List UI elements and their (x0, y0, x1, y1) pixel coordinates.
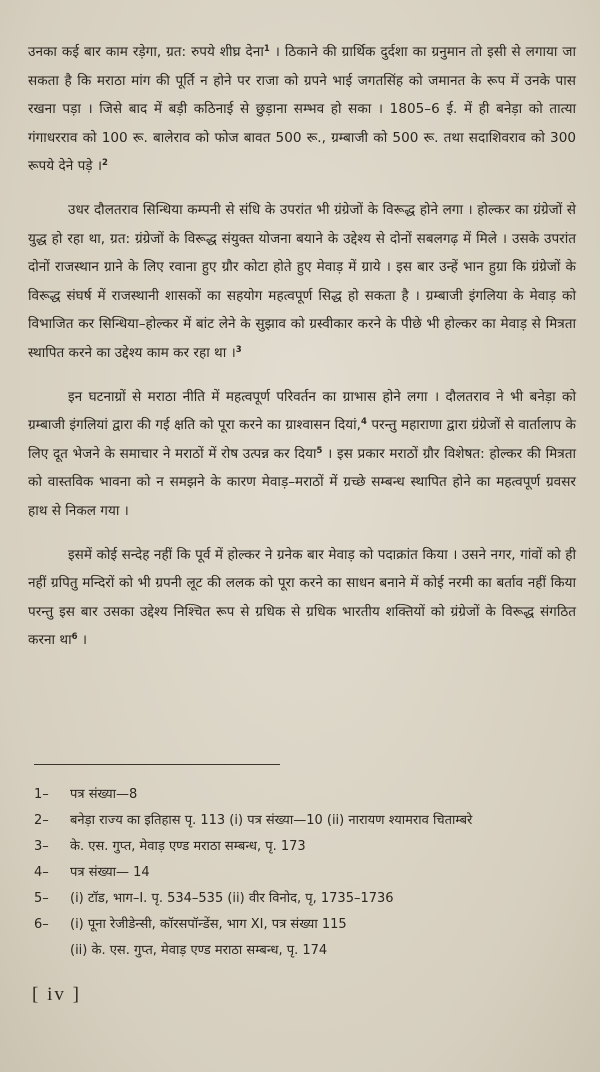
footnotes (34, 784, 574, 966)
footnote-ref-5: 5 (316, 445, 323, 456)
footnote-item: 5– (i) टॉड, भाग–I. पृ. 534–535 (ii) वीर विनोद, पृ, 1735–1736 (34, 891, 394, 906)
paragraph-4: इसमें कोई सन्देह नहीं कि पूर्व में होल्कर ने ग्रनेक बार मेवाड़ को पदाक्रांत किया । उसने नगर, गांवों को ही नहीं ग्रपितु मन्दिरों को भी ग्रपनी लूट की ललक को पूरा करने का साधन बनाने में कोई नरमी का बर्ताव नहीं किया परन्तु इस बार उसका उद्देश्य निश्चित रूप से ग्रधिक से ग्रधिक भारतीय शक्तियों को ग्रंग्रेजों के विरूद्ध संगठित करना था$^6$ । (28, 546, 576, 649)
footnote-ref-2: 2 (102, 158, 108, 169)
paragraph-3: इन घटनाग्रों से मराठा नीति में महत्वपूर्ण परिवर्तन का ग्राभास होने लगा । दौलतराव ने भी बनेड़ा को ग्रम्बाजी इंगलियां द्वारा की गई क्षति को पूरा करने का ग्राश्वासन दियां,$^4$ परन्तु महाराणा द्वारा ग्रंग्रेजों से वार्तालाप के लिए दूत भेजने के समाचार ने मराठों में रोष उत्पन्न कर दिया$^5$ । इस प्रकार मराठों ग्रौर विशेषत: होल्कर की मित्रता को वास्तविक भावना को न समझने के कारण मेवाड़–मराठों में ग्रच्छे सम्बन्ध स्थापित होने का महत्वपूर्ण ग्रवसर हाथ से निकल गया । (28, 388, 576, 519)
paragraph-2: उधर दौलतराव सिन्धिया कम्पनी से संधि के उपरांत भी ग्रंग्रेजों के विरूद्ध होने लगा । होल्कर का ग्रंग्रेजों से युद्ध हो रहा था, ग्रत: ग्रंग्रेजों के विरूद्ध संयुक्त योजना बयाने के उद्देश्य से दोनों सबलगढ़ में मिले । उसके उपरांत दोनों राजस्थान ग्राने के लिए रवाना हुए ग्रौर कोटा होते हुए मेवाड़ में ग्राये । इस बार उन्हें भान हुग्रा कि ग्रंग्रेजों के विरूद्ध संघर्ष में राजस्थानी शासकों का सहयोग महत्वपूर्ण सिद्ध हो सकता है । ग्रम्बाजी इंगलिया के मेवाड़ को विभाजित कर सिन्धिया–होल्कर में बांट लेने के सुझाव को ग्रस्वीकार करने के पीछे भी होल्कर का मेवाड़ से मित्रता स्थापित करने का उद्देश्य काम कर रहा था ।$^3$ (28, 201, 576, 361)
footnote-item: 2– बनेड़ा राज्य का इतिहास पृ. 113 (i) पत्र संख्या—10 (ii) नारायण श्यामराव चिताम्बरे (34, 813, 473, 828)
footnote-ref-1: 1 (263, 44, 270, 54)
footnote-ref-3: 3 (235, 344, 242, 355)
page-number: [ iv ] (32, 984, 81, 1005)
footnote-item: 4– पत्र संख्या— 14 (34, 865, 150, 880)
footnote-ref-4: 4 (361, 417, 367, 428)
footnote-item: 6– (i) पूना रेजीडेन्सी, कॉरसपॉन्डेंस, भाग XI, पत्र संख्या 115 (ii) के. एस. गुप्त, मेवाड़ एण्ड मराठा सम्बन्ध, पृ. 174 (34, 917, 347, 958)
main-text (28, 38, 576, 655)
footnote-item: 1– पत्र संख्या—8 (34, 787, 138, 802)
footnote-divider (34, 764, 280, 765)
footnote-item: 3– के. एस. गुप्त, मेवाड़ एण्ड मराठा सम्बन्ध, पृ. 173 (34, 839, 306, 854)
paragraph-1: उनका कई बार काम रड़ेगा, ग्रत: रुपये शीघ्र देना$^1$ । ठिकाने की ग्रार्थिक दुर्दशा का ग्रनुमान तो इसी से लगाया जा सकता है कि मराठा मांग की पूर्ति न होने पर राजा को ग्रपने भाई जगतसिंह को जमानत के रूप में उनके पास रखना पड़ा । जिसे बाद में बड़ी कठिनाई से छुड़ाना सम्भव हो सका । 1805–6 ई. में ही बनेड़ा को तात्या गंगाधरराव को 100 रू. बालेराव को फोज बावत 500 रू., ग्रम्बाजी को 500 रू. तथा सदाशिवराव को 300 रूपये देने पड़े ।$^2$ (28, 44, 576, 175)
footnote-ref-6: 6 (71, 632, 78, 643)
